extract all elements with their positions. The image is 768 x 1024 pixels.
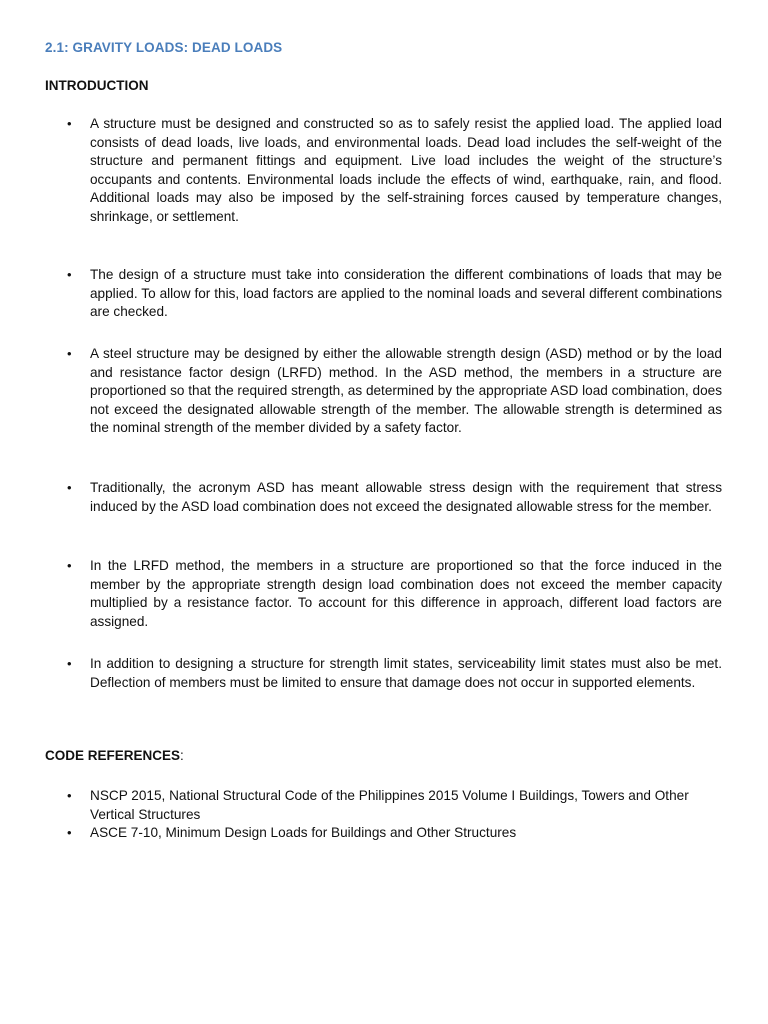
introduction-paragraph: The design of a structure must take into consideration the different combinations of loads that may be applied. To allow for this, load factors are applied to the nominal loads and several different combinations are checked. — [90, 267, 722, 320]
introduction-heading: INTRODUCTION — [45, 78, 149, 93]
bullet-icon: • — [67, 558, 72, 573]
bullet-icon: • — [67, 116, 72, 131]
bullet-icon: • — [67, 267, 72, 282]
bullet-icon: • — [67, 825, 72, 840]
bullet-icon: • — [67, 788, 72, 803]
bullet-icon: • — [67, 346, 72, 361]
introduction-paragraph: In the LRFD method, the members in a structure are proportioned so that the force induced in the member by the appropriate strength design load combination does not exceed the member capacity multiplied by a resistance factor. To account for this difference in approach, different load factors are assigned. — [90, 558, 722, 629]
section-title: 2.1: GRAVITY LOADS: DEAD LOADS — [45, 40, 283, 55]
introduction-paragraph: Traditionally, the acronym ASD has meant allowable stress design with the requirement that stress induced by the ASD load combination does not exceed the designated allowable stress for the member. — [90, 480, 722, 514]
bullet-icon: • — [67, 656, 72, 671]
introduction-paragraph: A steel structure may be designed by either the allowable strength design (ASD) method or by the load and resistance factor design (LRFD) method. In the ASD method, the members in a structure are proportioned so that the required strength, as determined by the appropriate ASD load combination, does not exceed the designated allowable strength of the member. The allowable strength is determined as the nominal strength of the member divided by a safety factor. — [90, 346, 722, 436]
bullet-icon: • — [67, 480, 72, 495]
code-references-colon: : — [180, 748, 184, 763]
introduction-paragraph: In addition to designing a structure for strength limit states, serviceability limit states must also be met. Deflection of members must be limited to ensure that damage does not occur in supported elements. — [90, 656, 722, 690]
code-reference: NSCP 2015, National Structural Code of the Philippines 2015 Volume I Buildings, Towers and Other Vertical Structures — [90, 788, 689, 822]
code-references-heading-text: CODE REFERENCES — [45, 748, 181, 763]
code-references-heading — [45, 748, 184, 763]
introduction-paragraph: A structure must be designed and constructed so as to safely resist the applied load. The applied load consists of dead loads, live loads, and environmental loads. Dead load includes the self-weight of the structure and permanent fittings and equipment. Live load includes the weight of the structure’s occupants and contents. Environmental loads include the effects of wind, earthquake, rain, and flood. Additional loads may also be imposed by the self-straining forces caused by temperature changes, shrinkage, or settlement. — [90, 116, 722, 224]
code-reference: ASCE 7-10, Minimum Design Loads for Buildings and Other Structures — [90, 825, 517, 840]
